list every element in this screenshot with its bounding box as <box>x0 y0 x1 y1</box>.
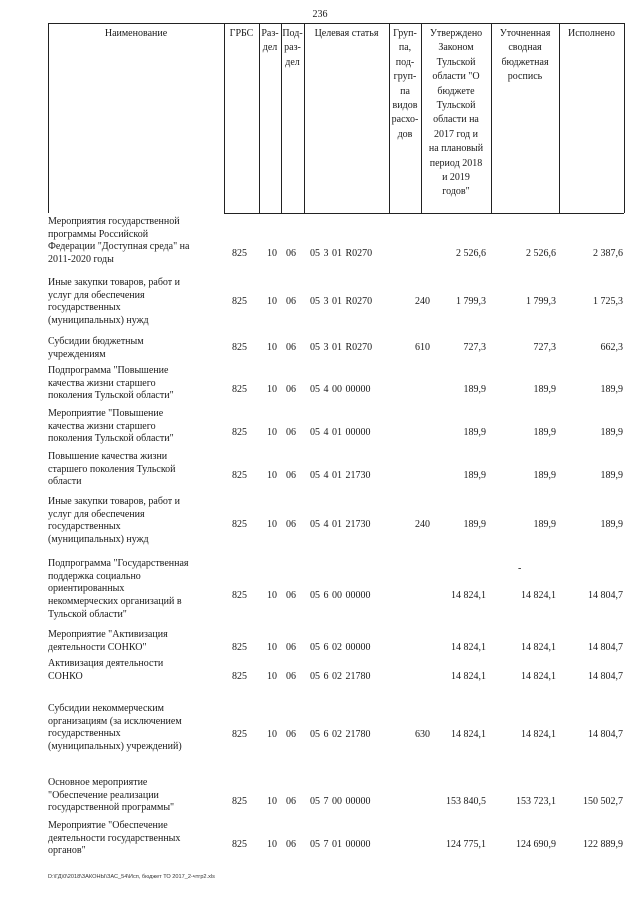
cell-tsel: 05 7 00 00000 <box>310 796 371 807</box>
cell-grbs: 825 <box>232 248 247 259</box>
cell-ispoln: 189,9 <box>600 519 623 530</box>
cell-razdel: 10 <box>267 642 277 653</box>
cell-razdel: 10 <box>267 248 277 259</box>
cell-utoch: 189,9 <box>533 384 556 395</box>
cell-razdel: 10 <box>267 470 277 481</box>
row-name: Активизация деятельности СОНКО <box>48 658 164 682</box>
cell-utoch: 153 723,1 <box>516 796 556 807</box>
cell-razdel: 10 <box>267 839 277 850</box>
cell-vid: 240 <box>415 296 430 307</box>
cell-grbs: 825 <box>232 729 247 740</box>
cell-grbs: 825 <box>232 839 247 850</box>
header-podrazdel: Под- раз- дел <box>282 28 303 68</box>
row-name: Иные закупки товаров, работ и услуг для обеспечения государственных (муниципальных) нужд <box>48 496 181 546</box>
cell-vid: 240 <box>415 519 430 530</box>
header-divider <box>224 23 225 213</box>
cell-ispoln: 189,9 <box>600 470 623 481</box>
cell-ispoln: 1 725,3 <box>593 296 623 307</box>
cell-tsel: 05 6 02 21780 <box>310 671 371 682</box>
cell-ispoln: 189,9 <box>600 384 623 395</box>
cell-ispoln: 2 387,6 <box>593 248 623 259</box>
cell-tsel: 05 4 01 00000 <box>310 427 371 438</box>
cell-tsel: 05 4 01 21730 <box>310 470 371 481</box>
cell-podrazdel: 06 <box>286 729 296 740</box>
stray-mark: - <box>518 563 522 574</box>
cell-razdel: 10 <box>267 427 277 438</box>
cell-razdel: 10 <box>267 796 277 807</box>
cell-razdel: 10 <box>267 671 277 682</box>
row-name: Подпрограмма "Повышение качества жизни старшего поколения Тульской области" <box>48 365 174 402</box>
cell-razdel: 10 <box>267 519 277 530</box>
row-name: Субсидии некоммерческим организациям (за исключением государственных (муниципальных) учреждений) <box>48 703 182 753</box>
table-header <box>48 23 624 213</box>
header-divider <box>304 23 305 213</box>
cell-ispoln: 662,3 <box>600 342 623 353</box>
cell-utv: 189,9 <box>463 470 486 481</box>
cell-utoch: 14 824,1 <box>521 729 556 740</box>
header-name: Наименование <box>104 28 168 39</box>
cell-razdel: 10 <box>267 342 277 353</box>
cell-utoch: 1 799,3 <box>526 296 556 307</box>
row-name: Мероприятия государственной программы Российской Федерации "Доступная среда" на 2011-2020 годы <box>48 216 190 266</box>
cell-vid: 630 <box>415 729 430 740</box>
cell-utoch: 124 690,9 <box>516 839 556 850</box>
cell-utoch: 2 526,6 <box>526 248 556 259</box>
row-name: Мероприятие "Повышение качества жизни старшего поколения Тульской области" <box>48 408 174 445</box>
header-ispoln: Исполнено <box>567 28 615 39</box>
cell-utv: 2 526,6 <box>456 248 486 259</box>
cell-grbs: 825 <box>232 519 247 530</box>
cell-grbs: 825 <box>232 671 247 682</box>
header-vid: Груп- па, под- груп- па видов расхо- дов <box>391 28 419 140</box>
cell-utoch: 189,9 <box>533 470 556 481</box>
page-number: 236 <box>312 9 328 20</box>
header-divider <box>48 23 49 213</box>
cell-grbs: 825 <box>232 296 247 307</box>
cell-utv: 124 775,1 <box>446 839 486 850</box>
header-grbs: ГРБС <box>229 28 254 39</box>
header-utoch: Уточненная сводная бюджетная роспись <box>499 28 551 83</box>
row-name: Мероприятие "Обеспечение деятельности государственных органов" <box>48 820 181 857</box>
cell-razdel: 10 <box>267 296 277 307</box>
cell-utoch: 189,9 <box>533 519 556 530</box>
cell-tsel: 05 3 01 R0270 <box>310 296 373 307</box>
header-divider <box>624 23 625 213</box>
cell-podrazdel: 06 <box>286 590 296 601</box>
cell-podrazdel: 06 <box>286 342 296 353</box>
cell-grbs: 825 <box>232 642 247 653</box>
cell-utv: 1 799,3 <box>456 296 486 307</box>
cell-utv: 14 824,1 <box>451 642 486 653</box>
header-top-rule <box>48 23 624 24</box>
cell-utoch: 14 824,1 <box>521 642 556 653</box>
cell-ispoln: 122 889,9 <box>583 839 623 850</box>
cell-tsel: 05 4 01 21730 <box>310 519 371 530</box>
cell-ispoln: 150 502,7 <box>583 796 623 807</box>
cell-tsel: 05 6 02 21780 <box>310 729 371 740</box>
cell-grbs: 825 <box>232 470 247 481</box>
cell-utv: 14 824,1 <box>451 671 486 682</box>
cell-grbs: 825 <box>232 796 247 807</box>
cell-razdel: 10 <box>267 590 277 601</box>
cell-tsel: 05 6 02 00000 <box>310 642 371 653</box>
cell-grbs: 825 <box>232 427 247 438</box>
cell-podrazdel: 06 <box>286 470 296 481</box>
cell-grbs: 825 <box>232 590 247 601</box>
cell-utoch: 189,9 <box>533 427 556 438</box>
row-name: Повышение качества жизни старшего поколения Тульской области <box>48 451 176 488</box>
cell-utv: 153 840,5 <box>446 796 486 807</box>
file-path-footer: D:\ГД\0\2018\ЗАКОНЫ\ЗАС_54\Исп, бюджет ТО 2017_2-чтгр2.xls <box>48 874 215 880</box>
cell-podrazdel: 06 <box>286 642 296 653</box>
cell-utv: 14 824,1 <box>451 729 486 740</box>
cell-podrazdel: 06 <box>286 248 296 259</box>
header-bottom-rule <box>224 213 624 214</box>
header-razdel: Раз- дел <box>261 28 279 54</box>
row-name: Субсидии бюджетным учреждениям <box>48 336 144 360</box>
row-name: Иные закупки товаров, работ и услуг для обеспечения государственных (муниципальных) нужд <box>48 277 181 327</box>
row-name: Мероприятие "Активизация деятельности СОНКО" <box>48 629 168 653</box>
cell-utv: 727,3 <box>463 342 486 353</box>
cell-podrazdel: 06 <box>286 427 296 438</box>
cell-ispoln: 14 804,7 <box>588 671 623 682</box>
cell-ispoln: 14 804,7 <box>588 729 623 740</box>
cell-tsel: 05 4 00 00000 <box>310 384 371 395</box>
cell-podrazdel: 06 <box>286 671 296 682</box>
cell-grbs: 825 <box>232 342 247 353</box>
cell-tsel: 05 3 01 R0270 <box>310 248 373 259</box>
cell-vid: 610 <box>415 342 430 353</box>
cell-utoch: 727,3 <box>533 342 556 353</box>
cell-podrazdel: 06 <box>286 796 296 807</box>
cell-ispoln: 189,9 <box>600 427 623 438</box>
cell-grbs: 825 <box>232 384 247 395</box>
cell-utv: 189,9 <box>463 519 486 530</box>
header-utv: Утверждено Законом Тульской области "О бюджете Тульской области на 2017 год и на плановый период 2018 и 2019 годов" <box>428 28 484 198</box>
cell-utv: 189,9 <box>463 427 486 438</box>
header-divider <box>559 23 560 213</box>
header-tsel: Целевая статья <box>314 28 379 39</box>
row-name: Основное мероприятие "Обеспечение реализации государственной программы" <box>48 777 175 814</box>
cell-utoch: 14 824,1 <box>521 671 556 682</box>
cell-razdel: 10 <box>267 729 277 740</box>
cell-tsel: 05 3 01 R0270 <box>310 342 373 353</box>
cell-utoch: 14 824,1 <box>521 590 556 601</box>
cell-razdel: 10 <box>267 384 277 395</box>
row-name: Подпрограмма "Государственная поддержка социально ориентированных некоммерческих организаций в Тульской области" <box>48 558 189 620</box>
cell-utv: 14 824,1 <box>451 590 486 601</box>
cell-podrazdel: 06 <box>286 839 296 850</box>
cell-utv: 189,9 <box>463 384 486 395</box>
cell-tsel: 05 7 01 00000 <box>310 839 371 850</box>
cell-podrazdel: 06 <box>286 384 296 395</box>
cell-podrazdel: 06 <box>286 296 296 307</box>
cell-ispoln: 14 804,7 <box>588 642 623 653</box>
cell-podrazdel: 06 <box>286 519 296 530</box>
cell-tsel: 05 6 00 00000 <box>310 590 371 601</box>
cell-ispoln: 14 804,7 <box>588 590 623 601</box>
